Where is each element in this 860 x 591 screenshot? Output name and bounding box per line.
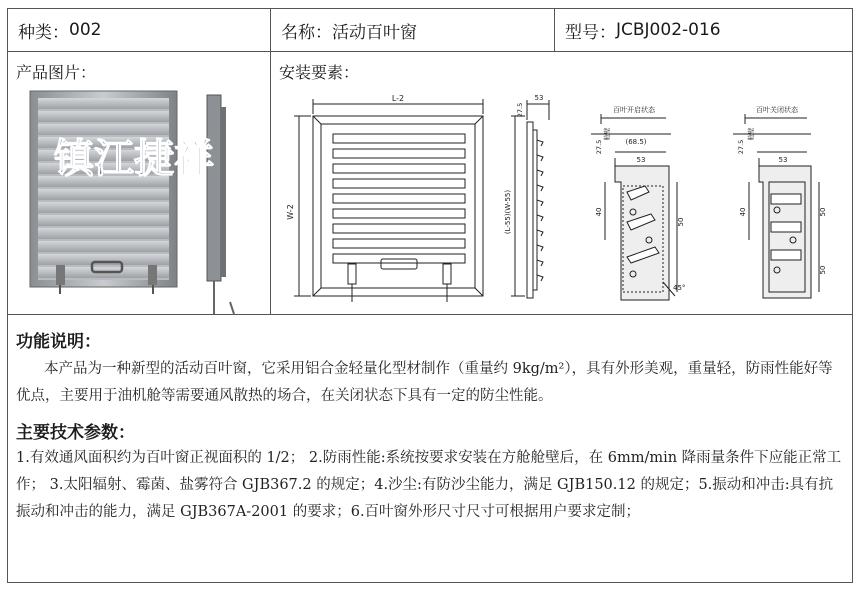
product-photo [8,52,270,314]
specs-text: 1.有效通风面积约为百叶窗正视面积的 1/2； 2.防雨性能:系统按要求安装在方舱舱壁后，在 6mm/min 降雨量条件下应能正常工作； 3.太阳辐射、霉菌、盐雾符合 GJB367.2 的规定；4.沙尘:有防沙尘能力，满足 GJB150.12 的规定；5.振动和冲击:具有抗振动和冲击的能力，满足 GJB367A-2001 的要求；6.百叶窗外形尺寸尺寸可根据用户要求定制； [16,450,842,520]
watermark-text: 镇江捷祥 [54,136,214,182]
header-row [7,8,853,52]
open-dim-3: 40 [595,207,603,217]
front-width-label: L-2 [391,94,405,103]
side-dim-2: (L-55)(W-55) [504,189,512,235]
specs-heading: 主要技术参数： [16,423,135,443]
closed-state-label: 百叶关闭状态 [756,106,798,114]
figures-row [7,51,853,315]
spec-sheet [7,8,853,583]
closed-dim-2: 40 [739,207,747,217]
open-wall-label: 舱壁 [603,127,611,141]
open-dim-1: (68.5) [625,138,647,146]
closed-dim-0: 27.5 [737,139,745,155]
name-cell [271,9,555,51]
closed-dim-1: 53 [778,156,788,164]
name-value: 活动百叶窗 [332,22,417,43]
category-cell [8,9,271,51]
front-height-label: W-2 [286,204,295,220]
side-dim-1: 27.5 [516,102,524,118]
model-cell [555,9,852,51]
open-dim-0: 27.5 [595,139,603,155]
function-text: 本产品为一种新型的活动百叶窗，它采用铝合金轻量化型材制作（重量约 9kg/m²），具有外形美观，重量轻，防雨性能好等优点，主要用于油机舱等需要通风散热的场合，在关闭状态下具有一定的防尘性能。 [16,361,833,404]
closed-wall-label: 舱壁 [747,127,755,141]
side-dim-0: 53 [534,94,544,102]
category-label: 种类： [18,22,69,43]
open-dim-4: 50 [677,217,685,227]
category-value: 002 [69,20,102,40]
product-image-title: 产品图片： [16,63,97,82]
closed-dim-3: 50 [819,207,827,217]
model-label: 型号： [565,22,616,43]
open-state-label: 百叶开启状态 [613,106,655,114]
install-drawing [271,52,853,314]
install-title: 安装要素： [279,63,360,82]
install-panel [271,52,852,314]
model-value: JCBJ002-016 [616,20,721,40]
closed-dim-4: 50 [819,265,827,275]
description-row [7,314,853,583]
function-heading: 功能说明： [16,332,101,352]
open-dim-5: 45° [673,284,686,292]
open-dim-2: 53 [636,156,646,164]
product-image-panel [8,52,271,314]
name-label: 名称： [281,22,332,43]
